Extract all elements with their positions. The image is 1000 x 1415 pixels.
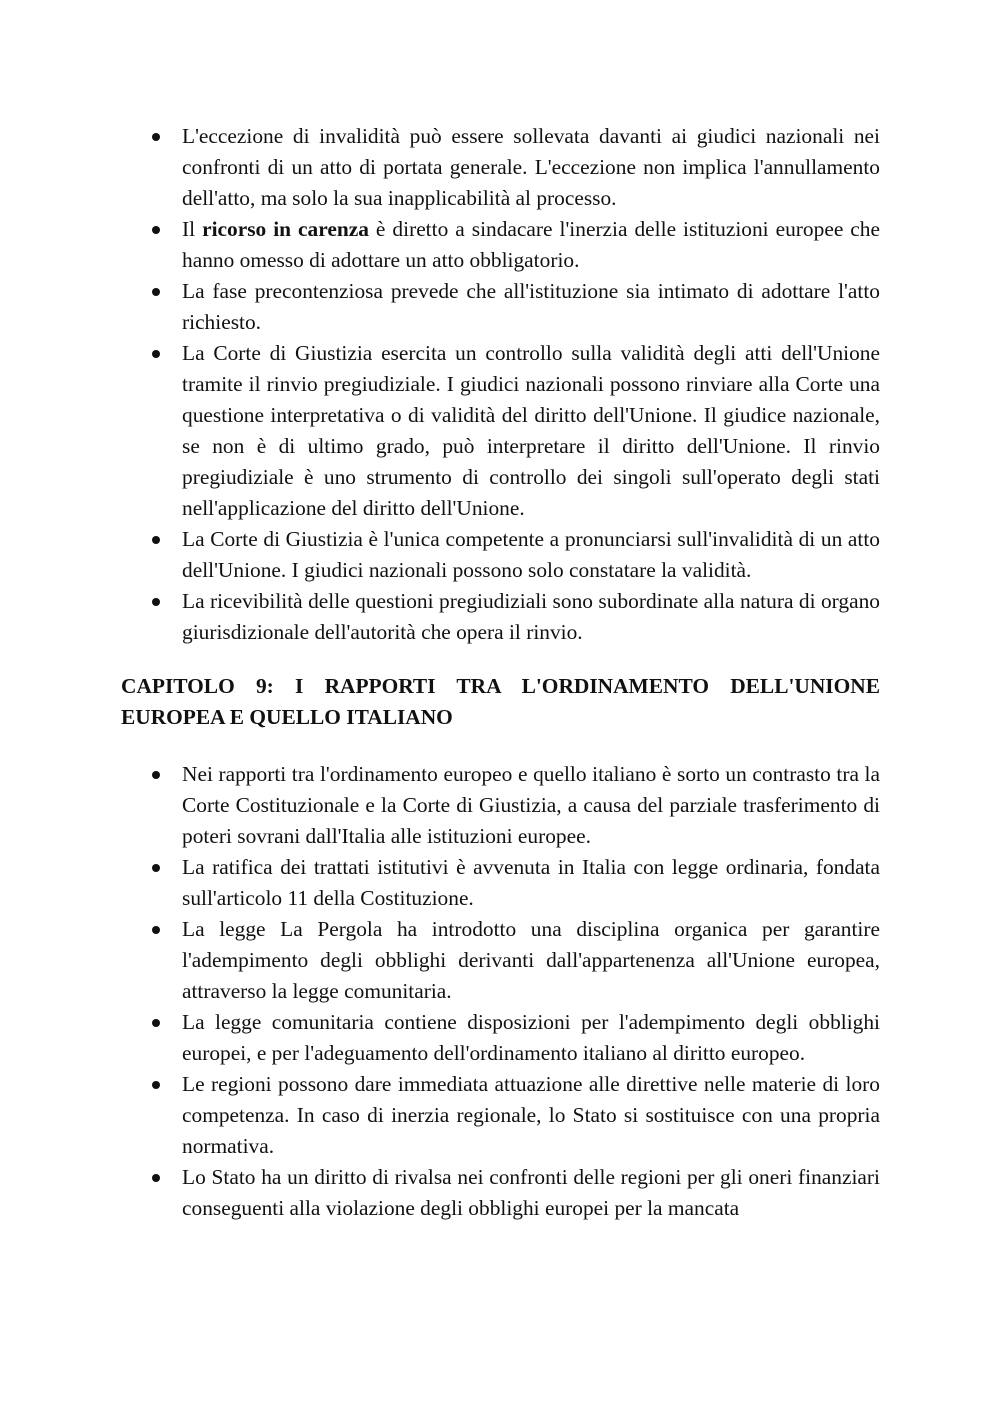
list-item (121, 1162, 880, 1224)
bullet-list-2 (121, 759, 880, 1224)
list-item (121, 524, 880, 586)
bullet-icon (152, 226, 160, 234)
bullet-list-1 (121, 121, 880, 648)
bullet-icon (152, 598, 160, 606)
list-item-text: La ratifica dei trattati istitutivi è avvenuta in Italia con legge ordinaria, fondata sull'articolo 11 della Costituzione. (182, 855, 880, 910)
bullet-icon (152, 133, 160, 141)
bullet-icon (152, 1019, 160, 1027)
list-item-text: La legge comunitaria contiene disposizioni per l'adempimento degli obblighi europei, e per l'adeguamento dell'ordinamento italiano al diritto europeo. (182, 1010, 880, 1065)
list-item (121, 586, 880, 648)
list-item-text: La legge La Pergola ha introdotto una disciplina organica per garantire l'adempimento degli obblighi derivanti dall'appartenenza all'Unione europea, attraverso la legge comunitaria. (182, 917, 880, 1003)
list-item (121, 121, 880, 214)
bullet-icon (152, 771, 160, 779)
list-item-text: Lo Stato ha un diritto di rivalsa nei confronti delle regioni per gli oneri finanziari conseguenti alla violazione degli obblighi europei per la mancata (182, 1165, 880, 1220)
page-content (121, 121, 880, 1224)
bullet-icon (152, 350, 160, 358)
list-item (121, 1007, 880, 1069)
list-item-text: Le regioni possono dare immediata attuazione alle direttive nelle materie di loro competenza. In caso di inerzia regionale, lo Stato si sostituisce con una propria normativa. (182, 1072, 880, 1158)
list-item (121, 759, 880, 852)
bold-term: ricorso in carenza (202, 217, 369, 241)
list-item (121, 1069, 880, 1162)
list-item-text: La Corte di Giustizia esercita un controllo sulla validità degli atti dell'Unione tramite il rinvio pregiudiziale. I giudici nazionali possono rinviare alla Corte una questione interpretativa o di validità del diritto dell'Unione. Il giudice nazionale, se non è di ultimo grado, può interpretare il diritto dell'Unione. Il rinvio pregiudiziale è uno strumento di controllo dei singoli sull'operato degli stati nell'applicazione del diritto dell'Unione. (182, 341, 880, 520)
list-item (121, 914, 880, 1007)
list-item-text: Nei rapporti tra l'ordinamento europeo e quello italiano è sorto un contrasto tra la Corte Costituzionale e la Corte di Giustizia, a causa del parziale trasferimento di poteri sovrani dall'Italia alle istituzioni europee. (182, 762, 880, 848)
bullet-icon (152, 864, 160, 872)
chapter-heading: CAPITOLO 9: I RAPPORTI TRA L'ORDINAMENTO DELL'UNIONE EUROPEA E QUELLO ITALIANO (121, 674, 880, 729)
bullet-icon (152, 1174, 160, 1182)
list-item (121, 214, 880, 276)
list-item-suffix: è diretto a sindacare l'inerzia delle istituzioni europee che hanno omesso di adottare un atto obbligatorio. (182, 217, 880, 272)
list-item (121, 338, 880, 524)
list-item (121, 276, 880, 338)
bullet-icon (152, 1081, 160, 1089)
list-item-text: La Corte di Giustizia è l'unica competente a pronunciarsi sull'invalidità di un atto dell'Unione. I giudici nazionali possono solo constatare la validità. (182, 527, 880, 582)
list-item-prefix: Il (182, 217, 203, 241)
bullet-icon (152, 536, 160, 544)
list-item-text: La ricevibilità delle questioni pregiudiziali sono subordinate alla natura di organo giurisdizionale dell'autorità che opera il rinvio. (182, 589, 880, 644)
list-item (121, 852, 880, 914)
bullet-icon (152, 926, 160, 934)
list-item-text: La fase precontenziosa prevede che all'istituzione sia intimato di adottare l'atto richiesto. (182, 279, 880, 334)
list-item-text: L'eccezione di invalidità può essere sollevata davanti ai giudici nazionali nei confronti di un atto di portata generale. L'eccezione non implica l'annullamento dell'atto, ma solo la sua inapplicabilità al processo. (182, 124, 880, 210)
bullet-icon (152, 288, 160, 296)
spacer (121, 733, 880, 759)
